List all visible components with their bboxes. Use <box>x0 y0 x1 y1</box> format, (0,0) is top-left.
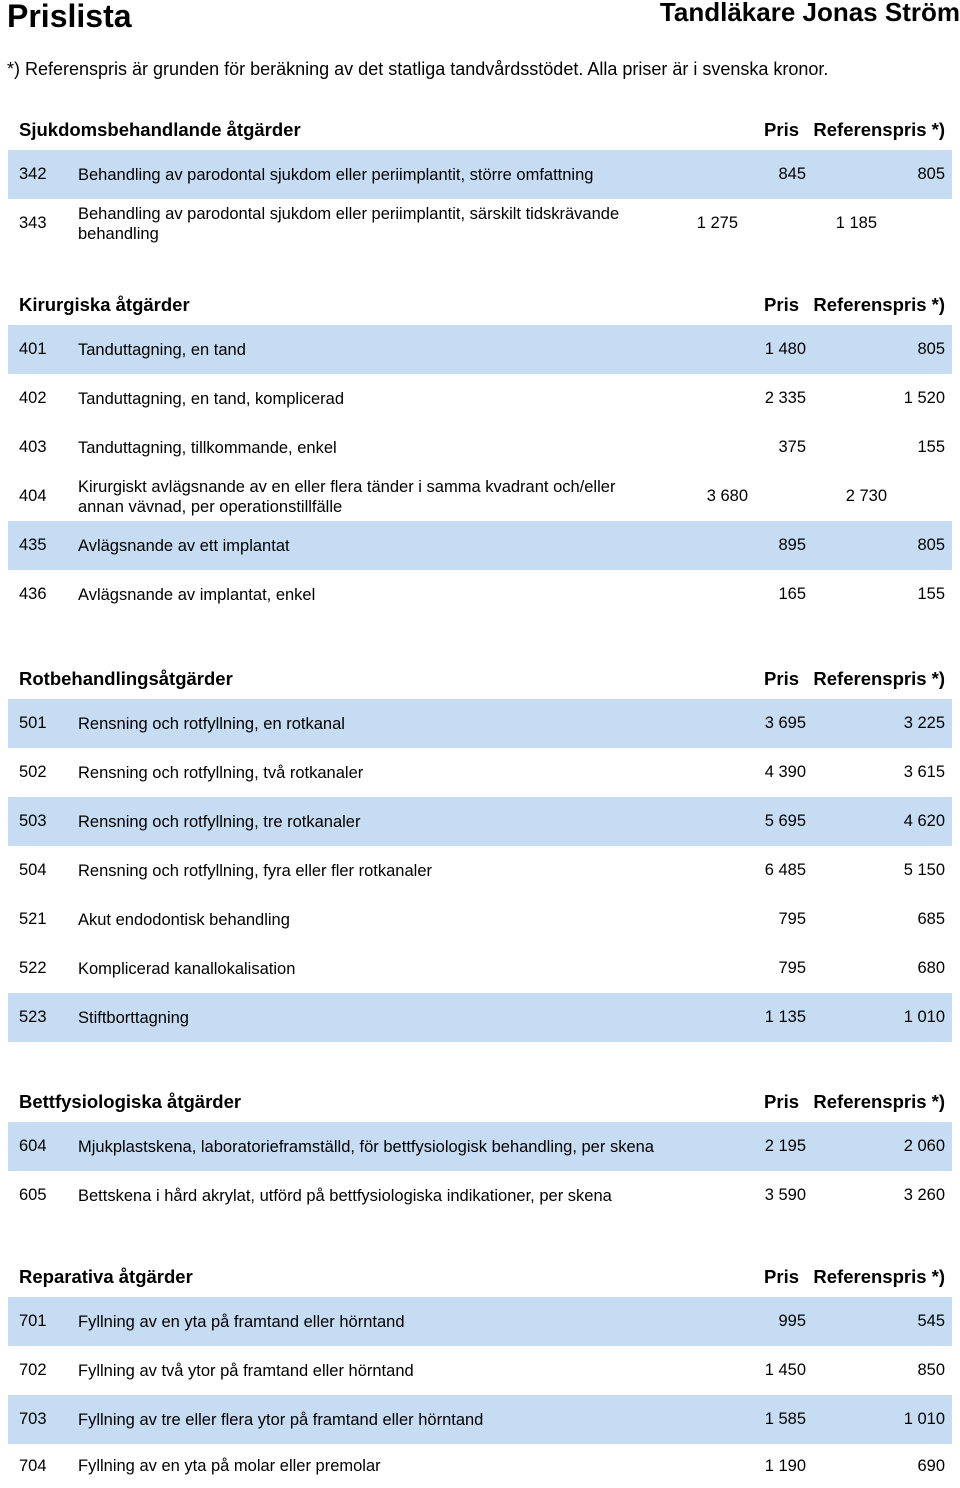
treatment-code: 605 <box>19 1186 47 1204</box>
price: 3 590 <box>764 1186 806 1204</box>
reference-price: 1 010 <box>903 1008 945 1026</box>
reference-price: 5 150 <box>903 861 945 879</box>
treatment-description: Rensning och rotfyllning, tre rotkanaler <box>78 812 361 831</box>
treatment-code: 436 <box>19 585 47 603</box>
section-title: Bettfysiologiska åtgärder <box>19 1091 242 1112</box>
treatment-description: Komplicerad kanallokalisation <box>78 959 296 978</box>
treatment-code: 401 <box>19 340 47 358</box>
table-row <box>8 1122 952 1171</box>
price: 2 195 <box>764 1137 806 1155</box>
reference-price: 685 <box>917 910 945 928</box>
treatment-description: Tanduttagning, en tand <box>78 340 246 359</box>
table-row <box>8 846 952 895</box>
section-header <box>8 659 952 699</box>
price: 5 695 <box>764 812 806 830</box>
price: 995 <box>778 1312 806 1330</box>
treatment-description: Akut endodontisk behandling <box>78 910 290 929</box>
price: 6 485 <box>764 861 806 879</box>
reference-price: 3 260 <box>903 1186 945 1204</box>
reference-price: 545 <box>917 1312 945 1330</box>
treatment-code: 521 <box>19 910 47 928</box>
reference-price: 805 <box>917 165 945 183</box>
table-row <box>8 472 952 521</box>
reference-price-column-header: Referenspris *) <box>813 294 945 315</box>
price: 845 <box>778 165 806 183</box>
table-row <box>8 1171 952 1220</box>
table-row <box>8 1395 952 1444</box>
treatment-description: Rensning och rotfyllning, fyra eller fler rotkanaler <box>78 861 433 880</box>
treatment-code: 503 <box>19 812 47 830</box>
treatment-code: 702 <box>19 1361 47 1379</box>
treatment-description: Stiftborttagning <box>78 1008 189 1027</box>
reference-price: 4 620 <box>903 812 945 830</box>
reference-price-note: *) Referenspris är grunden för beräkning av det statliga tandvårdsstödet. Alla priser är i svenska kronor. <box>7 59 829 79</box>
reference-price-column-header: Referenspris *) <box>813 119 945 140</box>
treatment-description: Avlägsnande av ett implantat <box>78 536 290 555</box>
table-row <box>8 1346 952 1395</box>
table-row <box>8 423 952 472</box>
reference-price-column-header: Referenspris *) <box>813 668 945 689</box>
treatment-code: 402 <box>19 389 47 407</box>
table-row <box>8 748 952 797</box>
section-title: Rotbehandlingsåtgärder <box>19 668 233 689</box>
treatment-code: 701 <box>19 1312 47 1330</box>
price: 3 695 <box>764 714 806 732</box>
section-header <box>8 110 952 150</box>
reference-price: 1 010 <box>903 1410 945 1428</box>
treatment-description: Behandling av parodontal sjukdom eller periimplantit, större omfattning <box>78 165 594 184</box>
price: 1 585 <box>764 1410 806 1428</box>
table-row <box>8 150 952 199</box>
price: 895 <box>778 536 806 554</box>
reference-price: 3 225 <box>903 714 945 732</box>
treatment-description: Tanduttagning, en tand, komplicerad <box>78 389 345 408</box>
section-bettfysiologiska <box>8 1082 952 1220</box>
treatment-description: Mjukplastskena, laboratorieframställd, för bettfysiologisk behandling, per skena <box>78 1137 654 1156</box>
price-column-header: Pris <box>764 294 799 315</box>
treatment-description: Rensning och rotfyllning, två rotkanaler <box>78 763 364 782</box>
table-row <box>8 944 952 993</box>
price: 165 <box>778 585 806 603</box>
price: 795 <box>778 959 806 977</box>
price: 3 680 <box>706 487 748 505</box>
table-row <box>8 993 952 1042</box>
reference-price: 850 <box>917 1361 945 1379</box>
treatment-description: Bettskena i hård akrylat, utförd på bettfysiologiska indikationer, per skena <box>78 1186 612 1205</box>
treatment-code: 523 <box>19 1008 47 1026</box>
section-kirurgiska <box>8 285 952 619</box>
treatment-code: 522 <box>19 959 47 977</box>
reference-price: 690 <box>917 1456 945 1475</box>
price: 375 <box>778 438 806 456</box>
section-header <box>8 1082 952 1122</box>
reference-price: 1 185 <box>835 214 877 232</box>
treatment-description: Rensning och rotfyllning, en rotkanal <box>78 714 345 733</box>
treatment-code: 342 <box>19 165 47 183</box>
table-row <box>8 1444 952 1488</box>
treatment-description: Fyllning av en yta på framtand eller hörntand <box>78 1312 405 1331</box>
reference-price: 680 <box>917 959 945 977</box>
reference-price: 3 615 <box>903 763 945 781</box>
price: 1 480 <box>764 340 806 358</box>
reference-price: 2 060 <box>903 1137 945 1155</box>
treatment-code: 404 <box>19 487 47 505</box>
treatment-code: 704 <box>19 1456 47 1475</box>
price-column-header: Pris <box>764 1266 799 1287</box>
table-row <box>8 699 952 748</box>
section-header <box>8 285 952 325</box>
section-title: Kirurgiska åtgärder <box>19 294 190 315</box>
table-row <box>8 570 952 619</box>
treatment-code: 703 <box>19 1410 47 1428</box>
treatment-code: 502 <box>19 763 47 781</box>
clinic-name: Tandläkare Jonas Ström <box>659 0 960 27</box>
treatment-description: Fyllning av två ytor på framtand eller hörntand <box>78 1361 414 1380</box>
price: 1 275 <box>696 214 738 232</box>
table-row <box>8 1297 952 1346</box>
section-reparativa <box>8 1257 952 1488</box>
reference-price-column-header: Referenspris *) <box>813 1091 945 1112</box>
treatment-description: Fyllning av en yta på molar eller premolar <box>78 1457 381 1475</box>
table-row <box>8 797 952 846</box>
reference-price: 155 <box>917 585 945 603</box>
section-title: Sjukdomsbehandlande åtgärder <box>19 119 301 140</box>
price: 4 390 <box>764 763 806 781</box>
treatment-description: Fyllning av tre eller flera ytor på framtand eller hörntand <box>78 1410 484 1429</box>
table-row <box>8 325 952 374</box>
treatment-code: 501 <box>19 714 47 732</box>
treatment-code: 435 <box>19 536 47 554</box>
section-rotbehandling <box>8 659 952 1042</box>
reference-price: 805 <box>917 340 945 358</box>
treatment-description: Behandling av parodontal sjukdom eller periimplantit, särskilt tidskrävande behandling <box>78 204 620 243</box>
treatment-description: Avlägsnande av implantat, enkel <box>78 585 316 604</box>
page-title: Prislista <box>7 0 132 34</box>
price-column-header: Pris <box>764 668 799 689</box>
price-list <box>8 110 952 1488</box>
reference-price: 2 730 <box>845 487 887 505</box>
reference-price: 155 <box>917 438 945 456</box>
price: 1 450 <box>764 1361 806 1379</box>
price: 1 135 <box>764 1008 806 1026</box>
price: 795 <box>778 910 806 928</box>
table-row <box>8 895 952 944</box>
section-header <box>8 1257 952 1297</box>
treatment-code: 504 <box>19 861 47 879</box>
table-row <box>8 374 952 423</box>
section-title: Reparativa åtgärder <box>19 1266 193 1287</box>
treatment-description: Kirurgiskt avlägsnande av en eller flera tänder i samma kvadrant och/eller annan vävnad, per operationstillfälle <box>78 477 616 516</box>
price-column-header: Pris <box>764 1091 799 1112</box>
treatment-code: 604 <box>19 1137 47 1155</box>
reference-price: 1 520 <box>903 389 945 407</box>
reference-price-column-header: Referenspris *) <box>813 1266 945 1287</box>
price: 2 335 <box>764 389 806 407</box>
table-row <box>8 521 952 570</box>
price: 1 190 <box>764 1456 806 1475</box>
section-sjukdomsbehandlande <box>8 110 952 248</box>
treatment-code: 403 <box>19 438 47 456</box>
table-row <box>8 199 952 248</box>
price-column-header: Pris <box>764 119 799 140</box>
treatment-description: Tanduttagning, tillkommande, enkel <box>78 438 337 457</box>
treatment-code: 343 <box>19 214 47 232</box>
reference-price: 805 <box>917 536 945 554</box>
